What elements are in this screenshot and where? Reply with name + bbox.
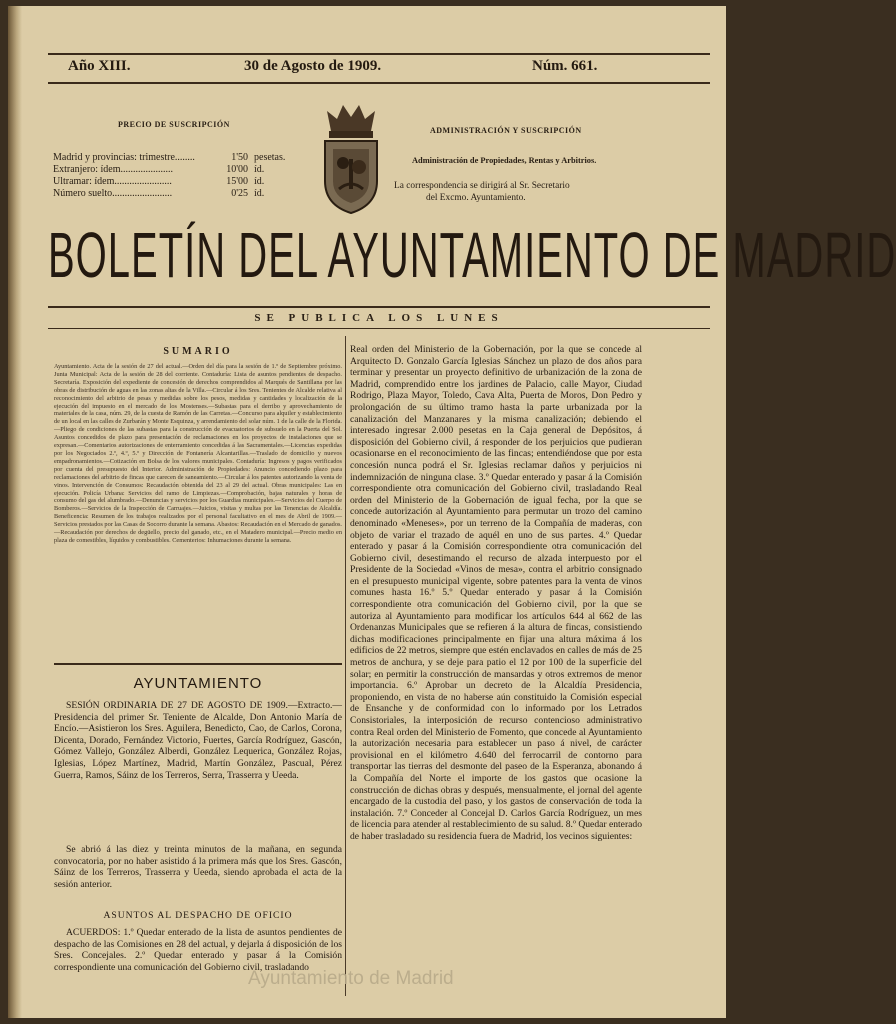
top-rule <box>48 53 710 55</box>
opening-paragraph: Se abrió á las diez y treinta minutos de la mañana, en segunda convocatoria, por no haber asistido á la primera más que los Sres. Gascón, Sáinz de los Terreros, Trasserra y Ueeda, siendo aprobada el acta de la sesión anterior. <box>54 844 342 890</box>
right-column <box>350 344 642 954</box>
correspondence-note: La correspondencia se dirigirá al Sr. Secretario <box>394 181 570 191</box>
publication-frequency: SE PUBLICA LOS LUNES <box>254 312 504 324</box>
session-paragraph: SESIÓN ORDINARIA DE 27 DE AGOSTO DE 1909.—Extracto.—Presidencia del primer Sr. Teniente de Alcalde, Don Antonio María de Encío.—Asistieron los Sres. Aguilera, Benedicto, Cao, de Carlos, Corona, Dicenta, Dorado, Fernández Victorio, Fuertes, García Rodríguez, Gascón, Gómez Vallejo, González Alberdi, González Lequerica, González Rojas, Iglesias, López Martínez, Madrid, Martín González, Pascual, Pérez Guerra, Ramos, Sáinz de los Terreros, Serra, Trasserra y Ueeda. <box>54 700 342 781</box>
header-rule <box>48 82 710 84</box>
section-heading-ayuntamiento: AYUNTAMIENTO <box>133 675 263 692</box>
section-heading-asuntos: ASUNTOS AL DESPACHO DE OFICIO <box>103 910 293 921</box>
issue-number: Núm. 661. <box>532 58 598 74</box>
masthead-rule <box>48 306 710 308</box>
page-spine <box>8 6 22 1018</box>
summary-rule <box>54 663 342 665</box>
agreements-paragraph: ACUERDOS: 1.º Quedar enterado de la lista de asuntos pendientes de despacho de las Comisiones en 28 del actual, y dejarla á disposición de los Sres. Concejales. 2.º Quedar enterado y pasar á la Comisión correspondiente una comunicación del Gobierno civil, trasladando <box>54 927 342 973</box>
subscription-heading: PRECIO DE SUSCRIPCIÓN <box>118 120 230 129</box>
summary-text: Ayuntamiento. Acta de la sesión de 27 del actual.—Orden del día para la sesión de 1.º de Septiembre próximo. Junta Municipal: Acta de la sesión de 28 del corriente. Contaduría: Lista de asuntos pendientes de despacho. Secretaría. Exposición del expediente de concesión de derechos comprendidos al Marqués de Santillana por las obras de distribución de aguas en las zonas altas de la Villa.—Circular á los Sres. Tenientes de Alcalde relativa al reconocimiento del arbitrio de pesas y medidas sobre los pesos, medidas y cantidades y localización de la ejecución del impuesto en el mercado de los Mostenses.—Subastas para el derribo y aprovechamiento de materiales de la casa, núm. 29, de la cuesta de Ramón de las Carretas.—Concurso para alquiler y establecimiento de un local en las calles de Zurbarán y Monte Esquinza, y arrendamiento del solar núm. 1 de la calle de la Florida.—Pliego de condiciones de las subastas para la construcción de evacuatorios de subsuelo en la Puerta del Sol. Asuntos concedidos de plazo para presentación de reclamaciones en los proyectos de instalaciones que se expresan.—Comentarios autorizaciones de enterramiento concedidas á las Sacramentales.—Licencias expedidas por los Negociados 2.º, 4.º, 5.º y Dirección de Fontanería Alcantarillas.—Traslado de domicilio y nuevos empadronamientos.—Cotización en Bolsa de los valores municipales. Contaduría: Ingresos y pagos verificados por cuenta del presupuesto del Interior. Administración de Propiedades: Anuncio concediendo plazo para reclamaciones del arbitrio de fincas que carecen de saneamiento.—Circular á los patentes autorizando la venta de vinos. Intervención de Consumos: Recaudación obtenida del 23 al 29 del actual. Obras municipales: Las en ejecución. Policía Urbana: Servicios del ramo de Limpiezas.—Comprobación, bajas naturales y horas de consumo del gas del alumbrado.—Denuncias y servicios por los Guardias municipales.—Servicios del Cuerpo de Bomberos.—Servicios de la Inspección de Carruajes.—Juicios, visitas y multas por las Tenencias de Alcaldía. Beneficencia: Resumen de los trabajos realizados por el personal facultativo en el mes de Abril de 1909.—Servicios prestados por las Casas de Socorro durante la semana. Abastos: Recaudación en el Mercado de ganados.—Recaudación por derechos de degüello, precio del ganado, etc., en el Matadero municipal.—Precio medio en plaza de comestibles, líquidos y combustibles. Cementerios: Inhumaciones durante la semana. <box>54 363 342 544</box>
price-row: Número suelto........................ 0'25 íd. <box>53 188 265 199</box>
correspondence-note-2: del Excmo. Ayuntamiento. <box>426 193 526 203</box>
right-column-text: Real orden del Ministerio de la Gobernación, por la que se concede al Arquitecto D. Gonzalo García Iglesias Sánchez un plazo de dos años para terminar y presentar un proyecto definitivo de urbanización de la zona de Madrid, comprendido entre los jardines de Palacio, calle Mayor, Ciudad Rodrigo, Plaza Mayor, Toledo, Cava Alta, Puerta de Moros, Don Pedro y prolongación de su último tramo hasta la parte urbanizada por la canalización del Manzanares y la misma canalización; debiendo el interesado ingresar 2.000 pesetas en la Caja general de Depósitos, á disposición del Gobierno civil, á responder de los perjuicios que pudieran ocasionarse en el reconocimiento de las fincas; entendiéndose que por esta concesión nunca podrá el Sr. Iglesias reclamar daños y perjuicios ni indemnización de ninguna clase. 3.º Quedar enterado y pasar á la Comisión correspondiente otra comunicación del Gobierno civil, trasladando Real orden del Ministerio de la Gobernación de igual fecha, por la que se concede autorización al Ayuntamiento para permutar un trozo del camino denominado «Meneses», por un terreno de la Compañía de maderas, con objeto de variar el trazado de aquél en uno de sus partes. 4.º Quedar enterado y pasar á la Comisión correspondiente otra comunicación del Gobierno civil, desestimando el recurso de alzada interpuesto por el Presidente de la Sociedad «Vinos de mesa», contra el arbitrio consignado en el presupuesto municipal vigente, sobre patentes para la venta de vinos comunes hasta 16.º 5.º Quedar enterado y pasar á la Comisión correspondiente otra comunicación del Gobierno civil, por la que se autoriza al Ayuntamiento para modificar los artículos 644 al 662 de las Ordenanzas Municipales que se refieren á la altura de fincas, consistiendo dichas modificaciones principalmente en fijar una altura máxima á los edificios de 22 metros, siempre que estén enclavados en calles de más de 25 metros de anchura, y se deje para patio el 12 por 100 de la superficie del solar; en permitir la construcción de mansardas y otros extremos de menor importancia. 6.º Aprobar un decreto de la Alcaldía Presidencia, proponiendo, en vista de no haberse aún constituido la Comisión especial de Ensanche y de conformidad con lo informado por los Letrados Consistoriales, la interposición de recurso contencioso administrativo contra Real orden del Ministerio de Fomento, que concede al Ayuntamiento la autorización necesaria para establecer un paso á nivel, de carácter provisional en el kilómetro 4.640 del ferrocarril de contorno para transportar las tierras del desmonte del paseo de la Esperanza, abonando á la Compañía del Norte el importe de los gastos que ocasione la construcción de dichas obras y después, mensualmente, el jornal del agente encargado de la custodia del paso, y los gastos de conservación de toda la instalación. 7.º Conceder al Concejal D. Carlos García Rodríguez, un mes de licencia para atender al restablecimiento de su salud. 8.º Quedar enterado de haber trasladado su residencia fuera de Madrid, los vecinos siguientes: <box>350 344 642 842</box>
price-row: Madrid y provincias: trimestre........ 1'50 pesetas. <box>53 152 286 163</box>
column-divider <box>345 336 346 996</box>
administration-office: Administración de Propiedades, Rentas y Arbitrios. <box>412 156 597 165</box>
document-page <box>8 6 896 1018</box>
subscription-prices <box>53 152 303 200</box>
administration-heading: ADMINISTRACIÓN Y SUSCRIPCIÓN <box>430 126 582 135</box>
issue-date: 30 de Agosto de 1909. <box>244 58 382 74</box>
summary-heading: SUMARIO <box>163 346 233 357</box>
madrid-coat-of-arms-icon <box>313 101 389 219</box>
subtitle-rule <box>48 328 710 329</box>
newspaper-title: BOLETÍN DEL AYUNTAMIENTO DE MADRID <box>48 221 896 292</box>
price-row: Extranjero: ídem..................... 10'00 íd. <box>53 164 265 175</box>
price-row: Ultramar: ídem....................... 15'00 íd. <box>53 176 265 187</box>
left-column <box>54 344 342 997</box>
issue-year: Año XIII. <box>68 58 131 74</box>
watermark: Ayuntamiento de Madrid <box>248 968 454 989</box>
